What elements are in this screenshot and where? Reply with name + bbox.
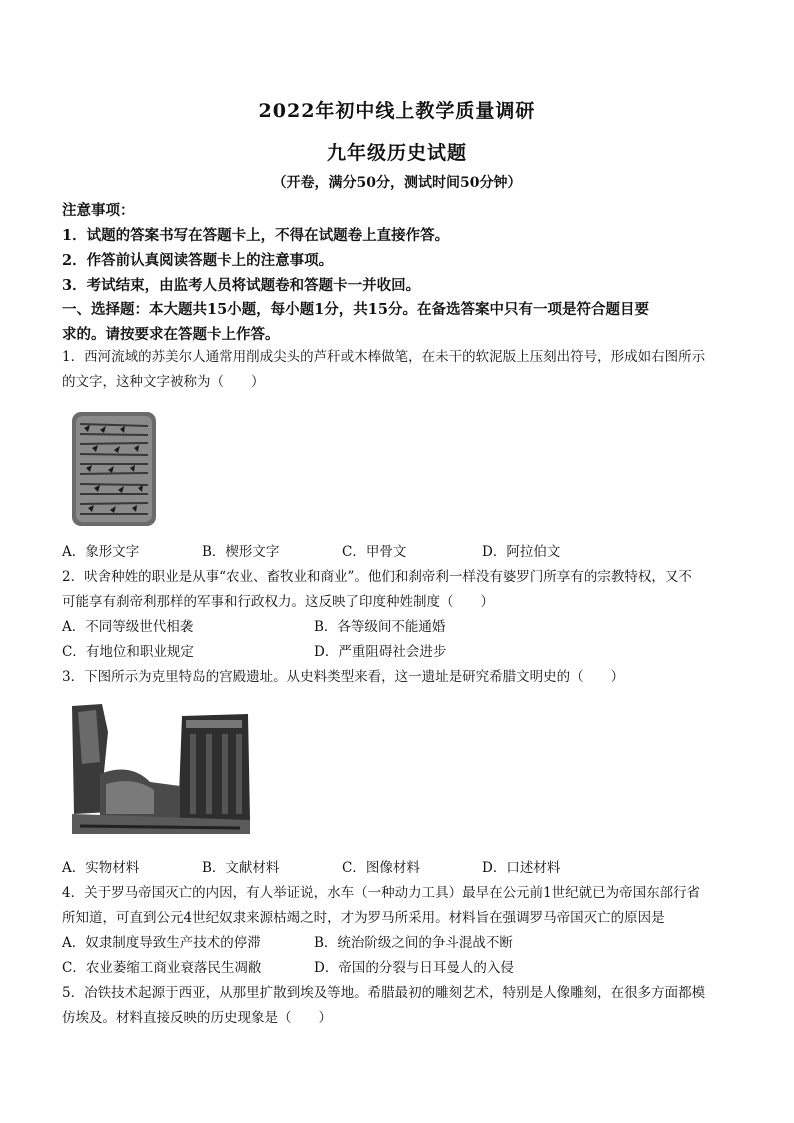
question-2 bbox=[62, 565, 742, 615]
option-d[interactable]: D．严重阻碍社会进步 bbox=[314, 644, 447, 660]
notes-heading: 注意事项： bbox=[62, 202, 135, 219]
option-a[interactable]: A．象形文字 bbox=[62, 544, 140, 560]
question-text: 可能享有刹帝利那样的军事和行政权力。这反映了印度种姓制度（ ） bbox=[62, 594, 494, 610]
palace-ruins-image bbox=[70, 702, 252, 837]
option-b[interactable]: B．统治阶级之间的争斗混战不断 bbox=[314, 935, 513, 951]
option-c[interactable]: C．图像材料 bbox=[342, 860, 420, 876]
exam-subject-title: 九年级历史试题 bbox=[326, 142, 467, 164]
note-item: 1．试题的答案书写在答题卡上，不得在试题卷上直接作答。 bbox=[62, 227, 450, 244]
section-line: 求的。请按要求在答题卡上作答。 bbox=[62, 326, 280, 343]
question-text: 3．下图所示为克里特岛的宫殿遗址。从史料类型来看，这一遗址是研究希腊文明史的（ ） bbox=[62, 669, 625, 685]
option-c[interactable]: C．农业萎缩工商业衰落民生凋敝 bbox=[62, 960, 262, 976]
option-c[interactable]: C．甲骨文 bbox=[342, 544, 407, 560]
question-text: 仿埃及。材料直接反映的历史现象是（ ） bbox=[62, 1010, 332, 1026]
option-d[interactable]: D．帝国的分裂与日耳曼人的入侵 bbox=[314, 960, 514, 976]
question-3-options bbox=[62, 856, 742, 881]
question-4-options bbox=[62, 931, 742, 981]
section-instructions bbox=[62, 297, 742, 347]
option-a[interactable]: A．实物材料 bbox=[62, 860, 140, 876]
question-2-options bbox=[62, 615, 742, 665]
option-b[interactable]: B．楔形文字 bbox=[202, 544, 280, 560]
exam-title: 2022年初中线上教学质量调研 bbox=[258, 100, 536, 122]
option-a[interactable]: A．不同等级世代相袭 bbox=[62, 619, 194, 635]
question-text: 所知道，可直到公元4世纪奴隶来源枯竭之时，才为罗马所采用。材料旨在强调罗马帝国灭亡的原因是 bbox=[62, 910, 665, 926]
question-1-options bbox=[62, 540, 742, 565]
notes-block bbox=[62, 198, 742, 298]
question-3 bbox=[62, 665, 742, 690]
option-b[interactable]: B．各等级间不能通婚 bbox=[314, 619, 446, 635]
note-item: 3．考试结束，由监考人员将试题卷和答题卡一并收回。 bbox=[62, 277, 421, 294]
question-4 bbox=[62, 881, 742, 931]
option-d[interactable]: D．口述材料 bbox=[482, 860, 561, 876]
question-text: 4．关于罗马帝国灭亡的内因，有人举证说，水车（一种动力工具）最早在公元前1世纪就已为帝国东部行省 bbox=[62, 885, 701, 901]
question-text: 2．吠舍种姓的职业是从事“农业、畜牧业和商业”。他们和刹帝利一样没有婆罗门所享有的宗教特权，又不 bbox=[62, 569, 692, 585]
cuneiform-tablet-image bbox=[70, 410, 158, 528]
option-b[interactable]: B．文献材料 bbox=[202, 860, 280, 876]
question-1 bbox=[62, 345, 742, 395]
note-item: 2．作答前认真阅读答题卡上的注意事项。 bbox=[62, 252, 334, 269]
question-5 bbox=[62, 981, 742, 1031]
section-line: 一、选择题：本大题共15小题，每小题1分，共15分。在备选答案中只有一项是符合题目要 bbox=[62, 301, 649, 318]
exam-info: （开卷，满分50分，测试时间50分钟） bbox=[272, 175, 522, 191]
option-a[interactable]: A．奴隶制度导致生产技术的停滞 bbox=[62, 935, 261, 951]
question-text: 的文字，这种文字被称为（ ） bbox=[62, 374, 265, 390]
question-text: 1．西河流域的苏美尔人通常用削成尖头的芦秆或木棒做笔，在未干的软泥版上压刻出符号，形成如右图所示 bbox=[62, 349, 706, 365]
question-text: 5．冶铁技术起源于西亚，从那里扩散到埃及等地。希腊最初的雕刻艺术，特别是人像雕刻，在很多方面都模 bbox=[62, 985, 706, 1001]
option-c[interactable]: C．有地位和职业规定 bbox=[62, 644, 194, 660]
option-d[interactable]: D．阿拉伯文 bbox=[482, 544, 561, 560]
